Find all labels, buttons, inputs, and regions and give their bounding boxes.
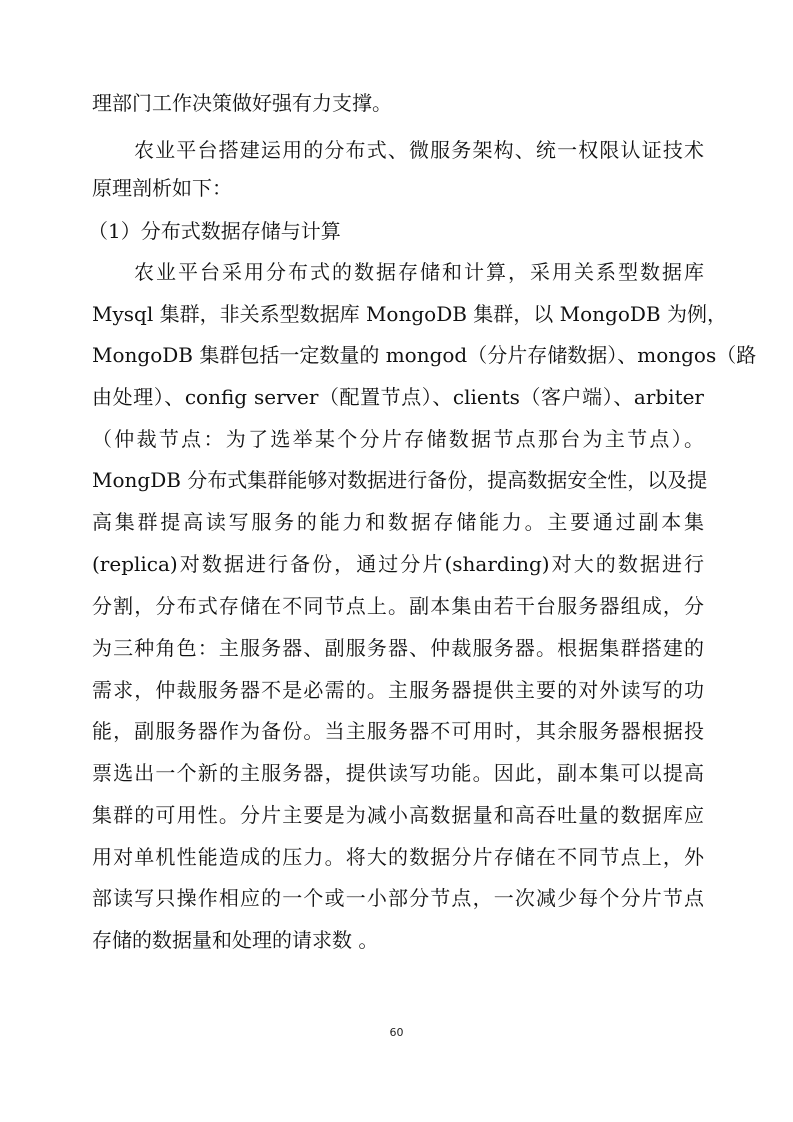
paragraph-intro-line: 农业平台搭建运用的分布式、微服务架构、统一权限认证技术 [134,138,704,162]
body-paragraph-line: Mysql 集群，非关系型数据库 MongoDB 集群，以 MongoDB 为例， [92,302,727,326]
body-paragraph-line: 用对单机性能造成的压力。将大的数据分片存储在不同节点上，外 [92,845,704,869]
body-paragraph-line: 部读写只操作相应的一个或一小部分节点，一次减少每个分片节点 [92,886,704,910]
body-paragraph-line: 农业平台采用分布式的数据存储和计算，采用关系型数据库 [134,260,704,284]
body-paragraph-line: 集群的可用性。分片主要是为减小高数据量和高吞吐量的数据库应 [92,803,704,827]
body-paragraph-line: 为三种角色：主服务器、副服务器、仲裁服务器。根据集群搭建的 [92,636,704,660]
section-heading: （1）分布式数据存储与计算 [88,219,341,243]
body-paragraph-line: 需求，仲裁服务器不是必需的。主服务器提供主要的对外读写的功 [92,678,704,702]
page-number: 60 [389,1026,404,1039]
body-paragraph-line: MongoDB 集群包括一定数量的 mongod（分片存储数据）、mongos（路 [92,343,757,367]
body-paragraph-line: 高集群提高读写服务的能力和数据存储能力。主要通过副本集 [92,510,704,534]
body-paragraph-line: (replica)对数据进行备份，通过分片(sharding)对大的数据进行 [92,552,704,576]
body-paragraph-line: 票选出一个新的主服务器，提供读写功能。因此，副本集可以提高 [92,761,704,785]
paragraph-intro-line: 原理剖析如下： [92,176,232,200]
body-paragraph-line: （仲裁节点：为了选举某个分片存储数据节点那台为主节点）。 [92,427,704,451]
body-paragraph-line: 存储的数据量和处理的请求数 。 [92,928,379,952]
body-paragraph-line: 由处理）、config server（配置节点）、clients（客户端）、arbiter [92,385,704,409]
body-paragraph-line: MongDB 分布式集群能够对数据进行备份，提高数据安全性，以及提 [92,468,708,492]
body-paragraph-line: 分割，分布式存储在不同节点上。副本集由若干台服务器组成，分 [92,594,704,618]
paragraph-line-continuation: 理部门工作决策做好强有力支撑。 [92,91,392,115]
body-paragraph-line: 能，副服务器作为备份。当主服务器不可用时，其余服务器根据投 [92,719,704,743]
